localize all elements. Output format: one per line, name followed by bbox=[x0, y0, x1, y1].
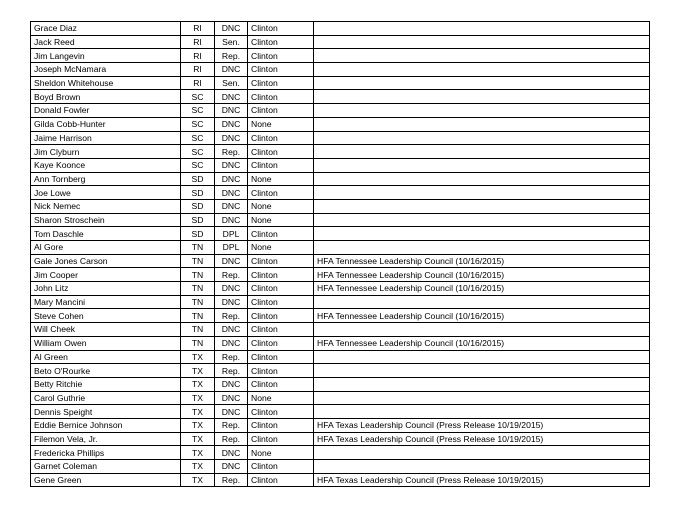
candidate-cell: Clinton bbox=[248, 35, 314, 49]
candidate-cell: Clinton bbox=[248, 309, 314, 323]
state-cell: TN bbox=[181, 268, 215, 282]
name-cell: Filemon Vela, Jr. bbox=[31, 432, 181, 446]
note-cell bbox=[314, 76, 650, 90]
name-cell: Steve Cohen bbox=[31, 309, 181, 323]
note-cell: HFA Texas Leadership Council (Press Release 10/19/2015) bbox=[314, 432, 650, 446]
candidate-cell: Clinton bbox=[248, 22, 314, 36]
role-cell: DNC bbox=[215, 158, 248, 172]
candidate-cell: None bbox=[248, 446, 314, 460]
note-cell bbox=[314, 213, 650, 227]
state-cell: TX bbox=[181, 446, 215, 460]
state-cell: TX bbox=[181, 350, 215, 364]
role-cell: DNC bbox=[215, 22, 248, 36]
table-row bbox=[31, 364, 650, 378]
candidate-cell: Clinton bbox=[248, 145, 314, 159]
table-row bbox=[31, 446, 650, 460]
role-cell: DNC bbox=[215, 131, 248, 145]
state-cell: SC bbox=[181, 104, 215, 118]
name-cell: Dennis Speight bbox=[31, 405, 181, 419]
name-cell: Al Green bbox=[31, 350, 181, 364]
table-row bbox=[31, 199, 650, 213]
name-cell: Carol Guthrie bbox=[31, 391, 181, 405]
state-cell: SD bbox=[181, 227, 215, 241]
state-cell: RI bbox=[181, 22, 215, 36]
table-row bbox=[31, 473, 650, 487]
role-cell: Rep. bbox=[215, 350, 248, 364]
note-cell: HFA Tennessee Leadership Council (10/16/2015) bbox=[314, 309, 650, 323]
table-row bbox=[31, 117, 650, 131]
state-cell: TX bbox=[181, 405, 215, 419]
state-cell: TN bbox=[181, 336, 215, 350]
name-cell: Jack Reed bbox=[31, 35, 181, 49]
role-cell: DNC bbox=[215, 90, 248, 104]
name-cell: Jaime Harrison bbox=[31, 131, 181, 145]
candidate-cell: Clinton bbox=[248, 131, 314, 145]
note-cell bbox=[314, 145, 650, 159]
candidate-cell: Clinton bbox=[248, 405, 314, 419]
name-cell: Grace Diaz bbox=[31, 22, 181, 36]
table-row bbox=[31, 172, 650, 186]
table-row bbox=[31, 350, 650, 364]
state-cell: SC bbox=[181, 131, 215, 145]
name-cell: Gale Jones Carson bbox=[31, 254, 181, 268]
candidate-cell: None bbox=[248, 213, 314, 227]
role-cell: DNC bbox=[215, 186, 248, 200]
name-cell: Garnet Coleman bbox=[31, 460, 181, 474]
state-cell: SC bbox=[181, 145, 215, 159]
note-cell bbox=[314, 22, 650, 36]
note-cell bbox=[314, 131, 650, 145]
name-cell: Betty Ritchie bbox=[31, 377, 181, 391]
role-cell: Rep. bbox=[215, 364, 248, 378]
table-row bbox=[31, 282, 650, 296]
note-cell: HFA Tennessee Leadership Council (10/16/2015) bbox=[314, 336, 650, 350]
candidate-cell: Clinton bbox=[248, 90, 314, 104]
table-row bbox=[31, 186, 650, 200]
role-cell: Rep. bbox=[215, 268, 248, 282]
table-row bbox=[31, 323, 650, 337]
table-row bbox=[31, 432, 650, 446]
table-row bbox=[31, 405, 650, 419]
role-cell: DNC bbox=[215, 405, 248, 419]
name-cell: Donald Fowler bbox=[31, 104, 181, 118]
state-cell: SC bbox=[181, 158, 215, 172]
role-cell: DNC bbox=[215, 199, 248, 213]
candidate-cell: None bbox=[248, 391, 314, 405]
note-cell bbox=[314, 377, 650, 391]
state-cell: TN bbox=[181, 241, 215, 255]
candidate-cell: Clinton bbox=[248, 418, 314, 432]
note-cell bbox=[314, 405, 650, 419]
candidate-cell: Clinton bbox=[248, 282, 314, 296]
candidate-cell: Clinton bbox=[248, 432, 314, 446]
candidate-cell: Clinton bbox=[248, 350, 314, 364]
note-cell bbox=[314, 158, 650, 172]
role-cell: DNC bbox=[215, 391, 248, 405]
table-row bbox=[31, 90, 650, 104]
candidate-cell: Clinton bbox=[248, 460, 314, 474]
name-cell: John Litz bbox=[31, 282, 181, 296]
candidate-cell: Clinton bbox=[248, 364, 314, 378]
name-cell: Tom Daschle bbox=[31, 227, 181, 241]
state-cell: RI bbox=[181, 76, 215, 90]
role-cell: DNC bbox=[215, 104, 248, 118]
state-cell: TX bbox=[181, 460, 215, 474]
table-row bbox=[31, 49, 650, 63]
state-cell: TX bbox=[181, 391, 215, 405]
note-cell: HFA Tennessee Leadership Council (10/16/2015) bbox=[314, 268, 650, 282]
table-row bbox=[31, 104, 650, 118]
note-cell bbox=[314, 391, 650, 405]
table-row bbox=[31, 295, 650, 309]
table-row bbox=[31, 309, 650, 323]
name-cell: Joe Lowe bbox=[31, 186, 181, 200]
table-row bbox=[31, 213, 650, 227]
name-cell: Jim Langevin bbox=[31, 49, 181, 63]
name-cell: Sharon Stroschein bbox=[31, 213, 181, 227]
candidate-cell: Clinton bbox=[248, 254, 314, 268]
role-cell: DNC bbox=[215, 117, 248, 131]
table-row bbox=[31, 460, 650, 474]
candidate-cell: None bbox=[248, 117, 314, 131]
role-cell: Rep. bbox=[215, 309, 248, 323]
candidate-cell: Clinton bbox=[248, 158, 314, 172]
role-cell: Sen. bbox=[215, 76, 248, 90]
role-cell: DNC bbox=[215, 172, 248, 186]
name-cell: Gilda Cobb-Hunter bbox=[31, 117, 181, 131]
note-cell: HFA Texas Leadership Council (Press Release 10/19/2015) bbox=[314, 418, 650, 432]
table-row bbox=[31, 268, 650, 282]
name-cell: Jim Cooper bbox=[31, 268, 181, 282]
candidate-cell: Clinton bbox=[248, 377, 314, 391]
table-row bbox=[31, 22, 650, 36]
role-cell: DNC bbox=[215, 460, 248, 474]
name-cell: Sheldon Whitehouse bbox=[31, 76, 181, 90]
state-cell: TX bbox=[181, 432, 215, 446]
role-cell: DNC bbox=[215, 63, 248, 77]
state-cell: TN bbox=[181, 323, 215, 337]
state-cell: SD bbox=[181, 199, 215, 213]
superdelegate-table bbox=[30, 21, 650, 487]
note-cell bbox=[314, 446, 650, 460]
note-cell bbox=[314, 364, 650, 378]
role-cell: DNC bbox=[215, 336, 248, 350]
role-cell: Rep. bbox=[215, 145, 248, 159]
candidate-cell: None bbox=[248, 172, 314, 186]
candidate-cell: Clinton bbox=[248, 336, 314, 350]
note-cell: HFA Texas Leadership Council (Press Release 10/19/2015) bbox=[314, 473, 650, 487]
note-cell: HFA Tennessee Leadership Council (10/16/2015) bbox=[314, 282, 650, 296]
table-row bbox=[31, 254, 650, 268]
state-cell: SC bbox=[181, 117, 215, 131]
state-cell: RI bbox=[181, 63, 215, 77]
table-row bbox=[31, 145, 650, 159]
state-cell: TX bbox=[181, 364, 215, 378]
note-cell bbox=[314, 35, 650, 49]
state-cell: TX bbox=[181, 377, 215, 391]
note-cell bbox=[314, 104, 650, 118]
state-cell: TN bbox=[181, 295, 215, 309]
state-cell: TX bbox=[181, 473, 215, 487]
name-cell: Nick Nemec bbox=[31, 199, 181, 213]
name-cell: Fredericka Phillips bbox=[31, 446, 181, 460]
name-cell: Will Cheek bbox=[31, 323, 181, 337]
table-row bbox=[31, 241, 650, 255]
note-cell bbox=[314, 295, 650, 309]
name-cell: Jim Clyburn bbox=[31, 145, 181, 159]
table-row bbox=[31, 336, 650, 350]
state-cell: TN bbox=[181, 282, 215, 296]
note-cell bbox=[314, 172, 650, 186]
table-row bbox=[31, 63, 650, 77]
name-cell: Joseph McNamara bbox=[31, 63, 181, 77]
state-cell: SD bbox=[181, 186, 215, 200]
note-cell bbox=[314, 199, 650, 213]
name-cell: Al Gore bbox=[31, 241, 181, 255]
table-body bbox=[31, 22, 650, 487]
table-row bbox=[31, 131, 650, 145]
table-row bbox=[31, 377, 650, 391]
note-cell bbox=[314, 460, 650, 474]
note-cell bbox=[314, 49, 650, 63]
note-cell bbox=[314, 186, 650, 200]
name-cell: Beto O'Rourke bbox=[31, 364, 181, 378]
state-cell: SC bbox=[181, 90, 215, 104]
role-cell: DNC bbox=[215, 446, 248, 460]
candidate-cell: Clinton bbox=[248, 268, 314, 282]
role-cell: DNC bbox=[215, 282, 248, 296]
name-cell: Eddie Bernice Johnson bbox=[31, 418, 181, 432]
candidate-cell: Clinton bbox=[248, 473, 314, 487]
role-cell: Rep. bbox=[215, 432, 248, 446]
state-cell: TN bbox=[181, 309, 215, 323]
state-cell: TX bbox=[181, 418, 215, 432]
name-cell: William Owen bbox=[31, 336, 181, 350]
candidate-cell: Clinton bbox=[248, 323, 314, 337]
table-row bbox=[31, 158, 650, 172]
table-row bbox=[31, 227, 650, 241]
candidate-cell: Clinton bbox=[248, 104, 314, 118]
note-cell bbox=[314, 227, 650, 241]
candidate-cell: Clinton bbox=[248, 49, 314, 63]
name-cell: Mary Mancini bbox=[31, 295, 181, 309]
candidate-cell: None bbox=[248, 199, 314, 213]
state-cell: SD bbox=[181, 172, 215, 186]
candidate-cell: Clinton bbox=[248, 186, 314, 200]
note-cell bbox=[314, 63, 650, 77]
role-cell: Sen. bbox=[215, 35, 248, 49]
role-cell: DNC bbox=[215, 213, 248, 227]
name-cell: Kaye Koonce bbox=[31, 158, 181, 172]
note-cell bbox=[314, 350, 650, 364]
role-cell: DPL bbox=[215, 227, 248, 241]
role-cell: DNC bbox=[215, 254, 248, 268]
table-row bbox=[31, 35, 650, 49]
role-cell: Rep. bbox=[215, 473, 248, 487]
candidate-cell: None bbox=[248, 241, 314, 255]
note-cell: HFA Tennessee Leadership Council (10/16/2015) bbox=[314, 254, 650, 268]
role-cell: DPL bbox=[215, 241, 248, 255]
name-cell: Ann Tornberg bbox=[31, 172, 181, 186]
table-row bbox=[31, 76, 650, 90]
role-cell: Rep. bbox=[215, 418, 248, 432]
state-cell: RI bbox=[181, 35, 215, 49]
state-cell: TN bbox=[181, 254, 215, 268]
candidate-cell: Clinton bbox=[248, 76, 314, 90]
state-cell: RI bbox=[181, 49, 215, 63]
note-cell bbox=[314, 323, 650, 337]
role-cell: Rep. bbox=[215, 49, 248, 63]
candidate-cell: Clinton bbox=[248, 295, 314, 309]
note-cell bbox=[314, 117, 650, 131]
role-cell: DNC bbox=[215, 377, 248, 391]
table-row bbox=[31, 418, 650, 432]
state-cell: SD bbox=[181, 213, 215, 227]
name-cell: Boyd Brown bbox=[31, 90, 181, 104]
role-cell: DNC bbox=[215, 323, 248, 337]
table-row bbox=[31, 391, 650, 405]
candidate-cell: Clinton bbox=[248, 63, 314, 77]
note-cell bbox=[314, 90, 650, 104]
name-cell: Gene Green bbox=[31, 473, 181, 487]
note-cell bbox=[314, 241, 650, 255]
role-cell: DNC bbox=[215, 295, 248, 309]
candidate-cell: Clinton bbox=[248, 227, 314, 241]
